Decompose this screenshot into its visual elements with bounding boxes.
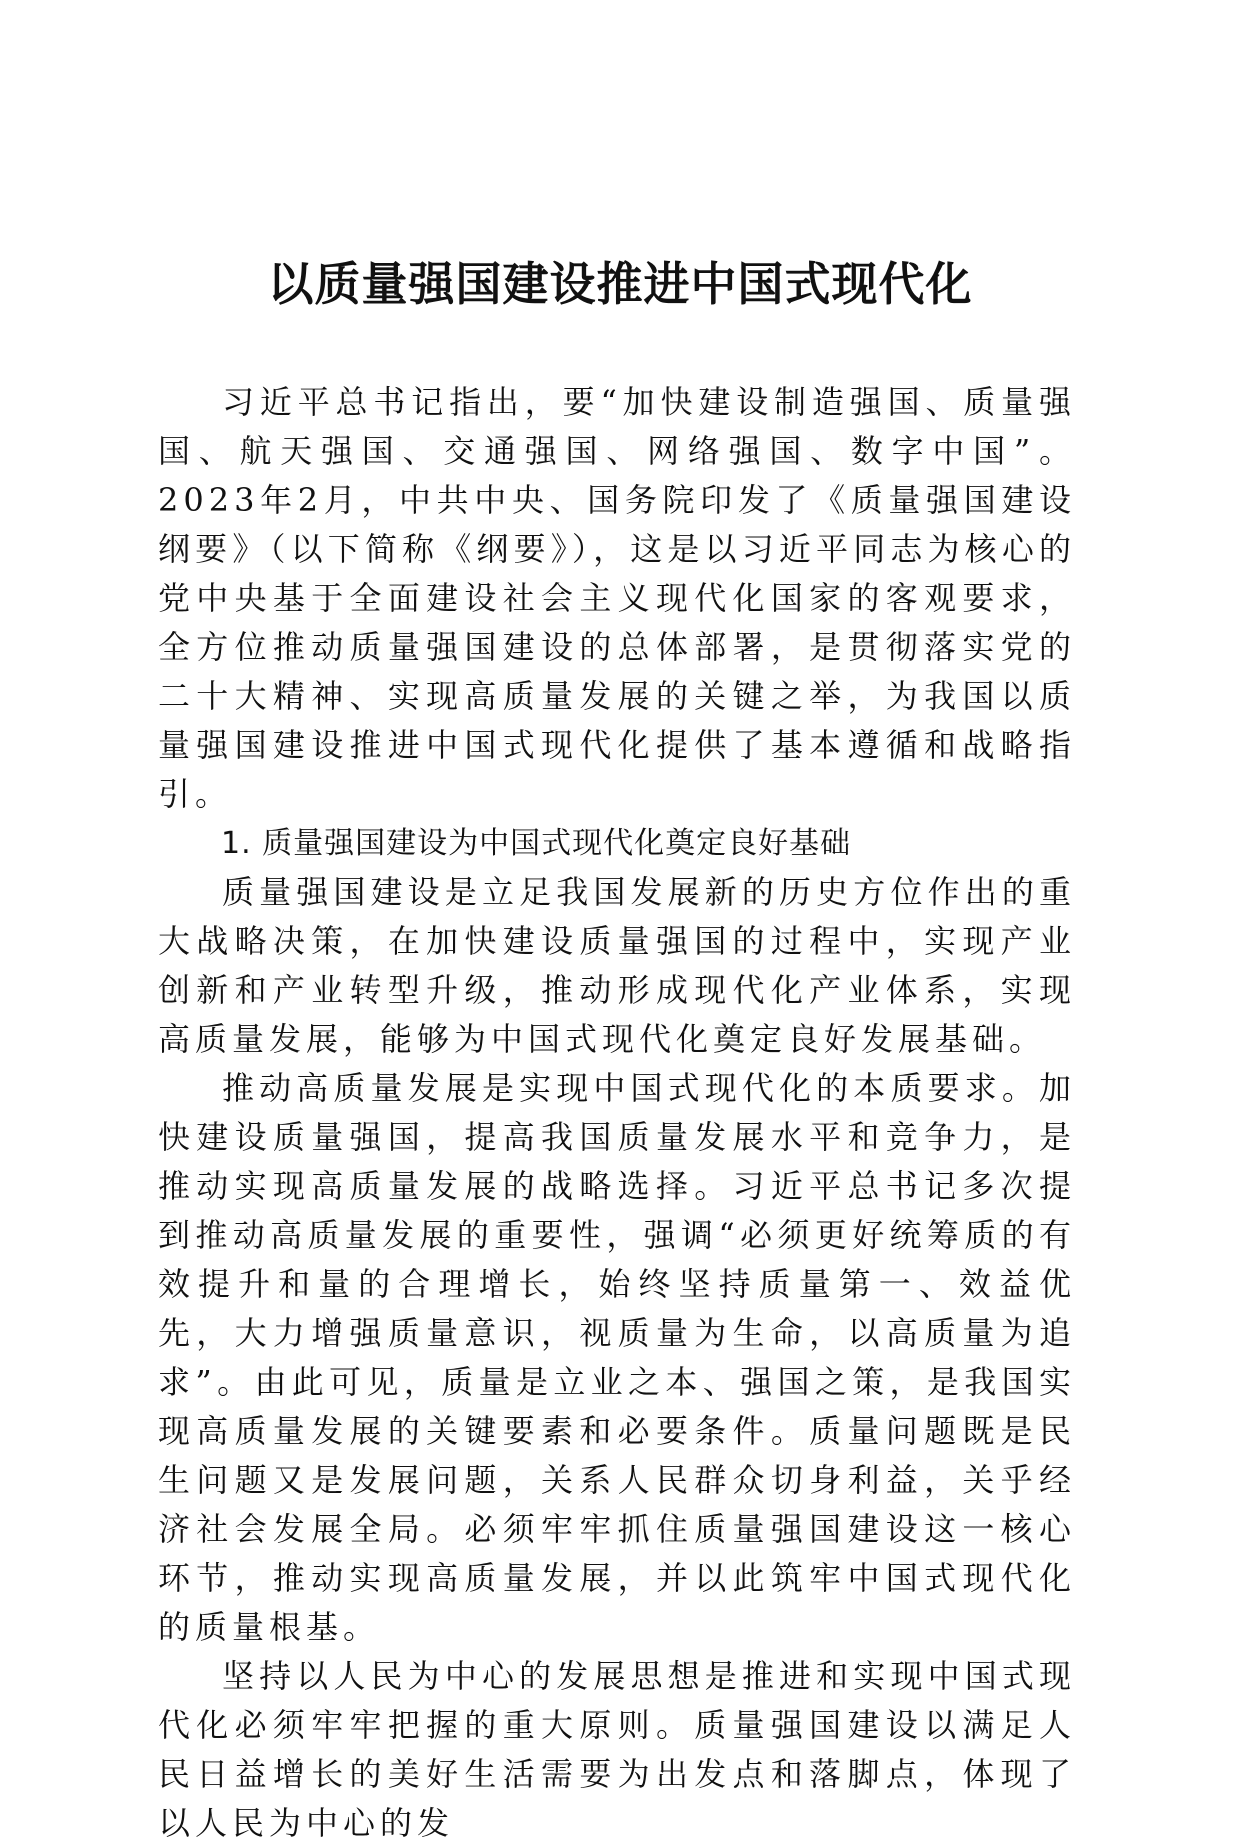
body-paragraph: 推动高质量发展是实现中国式现代化的本质要求。加快建设质量强国，提高我国质量发展水平和竞争力，是推动实现高质量发展的战略选择。习近平总书记多次提到推动高质量发展的重要性，强调“必须更好统筹质的有效提升和量的合理增长，始终坚持质量第一、效益优先，大力增强质量意识，视质量为生命，以高质量为追求”。由此可见，质量是立业之本、强国之策，是我国实现高质量发展的关键要素和必要条件。质量问题既是民生问题又是发展问题，关系人民群众切身利益，关乎经济社会发展全局。必须牢牢抓住质量强国建设这一核心环节，推动实现高质量发展，并以此筑牢中国式现代化的质量根基。 bbox=[158, 1069, 1076, 1646]
intro-paragraph: 习近平总书记指出，要“加快建设制造强国、质量强国、航天强国、交通强国、网络强国、数字中国”。2023年2月，中共中央、国务院印发了《质量强国建设纲要》（以下简称《纲要》），这是以习近平同志为核心的党中央基于全面建设社会主义现代化国家的客观要求，全方位推动质量强国建设的总体部署，是贯彻落实党的二十大精神、实现高质量发展的关键之举，为我国以质量强国建设推进中国式现代化提供了基本遵循和战略指引。 bbox=[158, 383, 1076, 813]
body-paragraph: 坚持以人民为中心的发展思想是推进和实现中国式现代化必须牢牢把握的重大原则。质量强国建设以满足人民日益增长的美好生活需要为出发点和落脚点，体现了以人民为中心的发 bbox=[158, 1657, 1076, 1842]
section-heading: 1. 质量强国建设为中国式现代化奠定良好基础 bbox=[221, 826, 852, 861]
body-paragraph: 质量强国建设是立足我国发展新的历史方位作出的重大战略决策，在加快建设质量强国的过程中，实现产业创新和产业转型升级，推动形成现代化产业体系，实现高质量发展，能够为中国式现代化奠定良好发展基础。 bbox=[158, 873, 1076, 1058]
document-body bbox=[158, 378, 1076, 1848]
document-title: 以质量强国建设推进中国式现代化 bbox=[267, 257, 973, 311]
